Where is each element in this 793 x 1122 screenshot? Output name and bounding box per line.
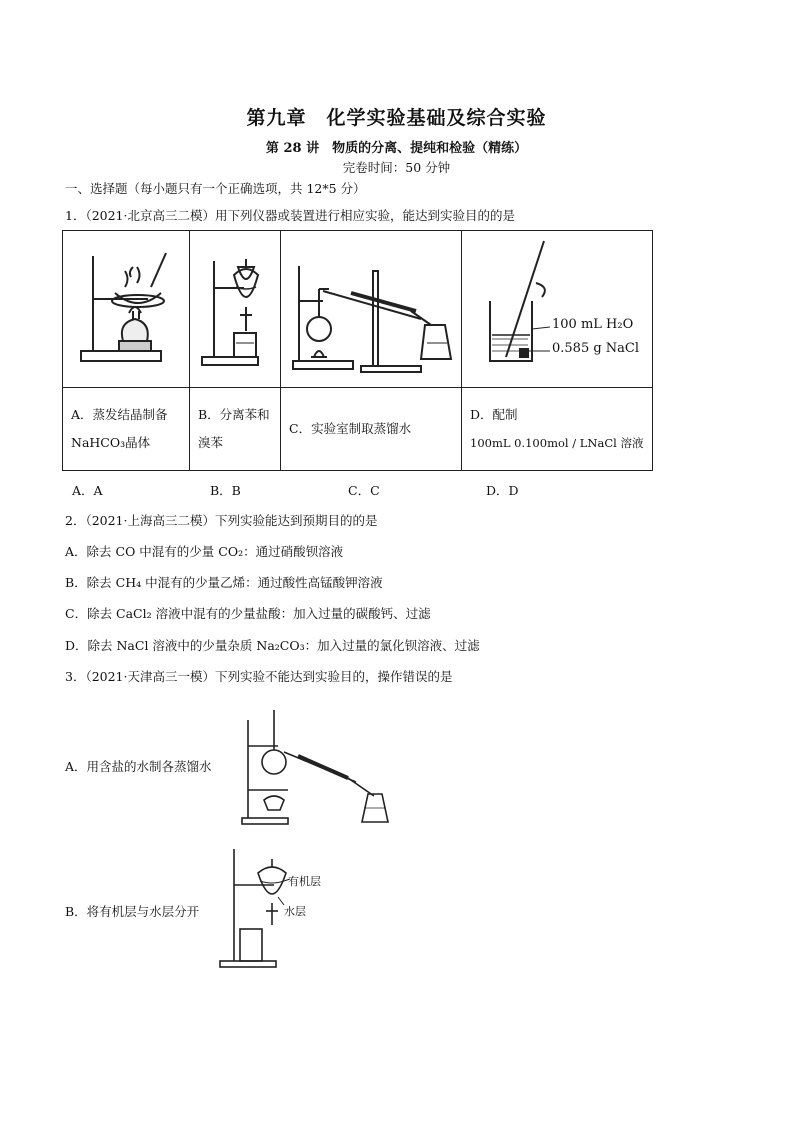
option-c-label: C．实验室制取蒸馏水: [289, 421, 412, 436]
figure-q3-separation: [216, 845, 336, 973]
q1-choice-b[interactable]: B．B: [210, 483, 241, 498]
lesson-subtitle: 第 28 讲 物质的分离、提纯和检验（精练）: [265, 141, 528, 156]
question-1-table: [62, 230, 653, 471]
option-b-cell: [190, 388, 281, 471]
question-2-stem: 2．（2021·上海高三二模）下列实验能达到预期目的的是: [65, 513, 378, 528]
time-limit: 完卷时间：50 分钟: [342, 160, 451, 175]
q3-option-a[interactable]: A．用含盐的水制各蒸馏水: [65, 759, 212, 774]
option-d-label-2: 100mL 0.100mol / LNaCl 溶液: [470, 436, 644, 450]
q2-option-d[interactable]: D．除去 NaCl 溶液中的少量杂质 Na₂CO₃：加入过量的氯化钡溶液、过滤: [65, 638, 480, 653]
option-d-cell: [462, 388, 653, 471]
q3-option-b[interactable]: B．将有机层与水层分开: [65, 904, 200, 919]
option-a-cell: [63, 388, 190, 471]
option-b-label: B．分离苯和: [198, 407, 270, 422]
figure-q3-distillation: [238, 700, 403, 830]
figure-distillation: [281, 231, 462, 388]
option-c-cell: [281, 388, 462, 471]
q1-choice-a[interactable]: A．A: [72, 483, 103, 498]
q1-choice-c[interactable]: C．C: [348, 483, 380, 498]
q2-option-a[interactable]: A．除去 CO 中混有的少量 CO₂：通过硝酸钡溶液: [65, 544, 344, 559]
chapter-title: 第九章 化学实验基础及综合实验: [246, 107, 547, 129]
q2-option-b[interactable]: B．除去 CH₄ 中混有的少量乙烯：通过酸性高锰酸钾溶液: [65, 575, 383, 590]
organic-layer-label: 有机层: [288, 875, 321, 888]
option-d-label: D．配制: [470, 407, 518, 422]
q2-option-c[interactable]: C．除去 CaCl₂ 溶液中混有的少量盐酸：加入过量的碳酸钙、过滤: [65, 606, 431, 621]
figure-solution-prep: [462, 231, 653, 388]
question-1-stem: 1．（2021·北京高三二模）用下列仪器或装置进行相应实验，能达到实验目的的是: [65, 208, 515, 223]
q1-choice-d[interactable]: D．D: [486, 483, 519, 498]
option-b-label-2: 溴苯: [198, 435, 224, 450]
option-a-label: A．蒸发结晶制备: [71, 407, 168, 422]
figure-separatory-funnel: [190, 231, 281, 388]
nacl-mass-label: 0.585 g NaCl: [552, 341, 640, 356]
question-3-stem: 3．（2021·天津高三一模）下列实验不能达到实验目的，操作错误的是: [65, 669, 453, 684]
water-volume-label: 100 mL H₂O: [552, 317, 634, 332]
figure-evaporation: [63, 231, 190, 388]
section-heading: 一、选择题（每小题只有一个正确选项，共 12*5 分）: [65, 181, 366, 196]
option-a-label-2: NaHCO₃晶体: [71, 435, 151, 450]
water-layer-label: 水层: [284, 905, 306, 918]
